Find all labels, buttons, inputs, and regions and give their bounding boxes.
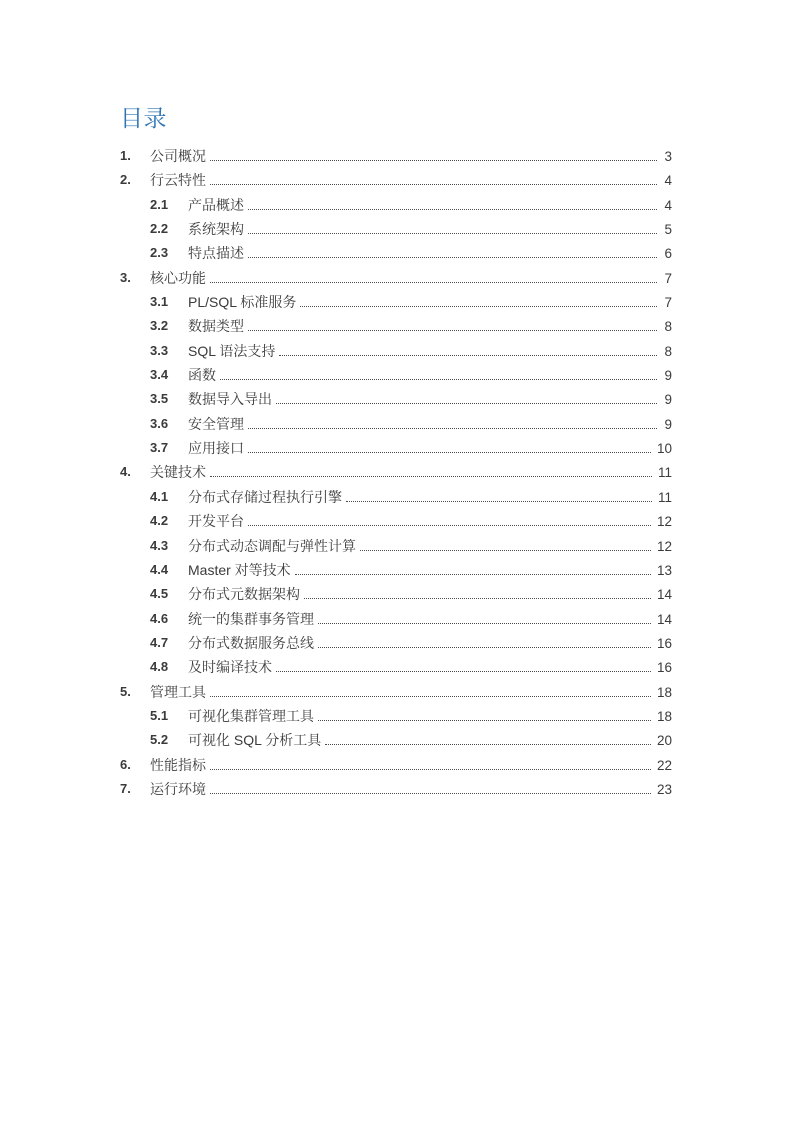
toc-entry[interactable] xyxy=(0,314,793,338)
toc-dot-leader xyxy=(210,159,657,161)
toc-dot-leader xyxy=(248,208,657,210)
toc-entry-title: 分布式动态调配与弹性计算 xyxy=(188,537,356,554)
toc-entry-number: 4.8 xyxy=(150,659,169,675)
toc-entry-row xyxy=(188,704,672,729)
toc-entry-number: 3.1 xyxy=(150,294,169,310)
toc-entry-number: 4.6 xyxy=(150,610,169,626)
toc-entry-title: 核心功能 xyxy=(150,269,206,286)
toc-entry[interactable] xyxy=(0,363,793,387)
toc-dot-leader xyxy=(318,719,651,721)
toc-entry-number: 3.3 xyxy=(150,342,169,358)
toc-entry[interactable] xyxy=(0,777,793,801)
toc-entry-title: 开发平台 xyxy=(188,513,244,530)
toc-entry-number: 2. xyxy=(120,172,131,188)
toc-entry-page-number: 22 xyxy=(656,757,672,773)
toc-entry[interactable] xyxy=(0,631,793,655)
toc-entry-row xyxy=(150,753,672,778)
toc-entry-page-number: 12 xyxy=(656,538,672,554)
toc-entry-title: 行云特性 xyxy=(150,172,206,189)
toc-dot-leader xyxy=(360,549,651,551)
toc-entry[interactable] xyxy=(0,266,793,290)
toc-entry-number: 3.5 xyxy=(150,391,169,407)
toc-entry-number: 4.1 xyxy=(150,488,169,504)
toc-entry-number: 7. xyxy=(120,780,131,796)
toc-entry-page-number: 18 xyxy=(656,708,672,724)
toc-entry-title: PL/SQL 标准服务 xyxy=(188,294,297,311)
toc-entry[interactable] xyxy=(0,704,793,728)
toc-entry-title: 可视化 SQL 分析工具 xyxy=(188,732,322,749)
toc-dot-leader xyxy=(295,573,651,575)
toc-entry[interactable] xyxy=(0,412,793,436)
toc-entry-row xyxy=(150,266,672,291)
toc-entry-page-number: 9 xyxy=(664,416,672,432)
toc-entry-number: 6. xyxy=(120,756,131,772)
toc-entry-row xyxy=(188,339,672,364)
toc-entry[interactable] xyxy=(0,241,793,265)
toc-entry-title: 及时编译技术 xyxy=(188,659,272,676)
table-of-contents xyxy=(0,144,793,801)
toc-entry-title: 函数 xyxy=(188,367,216,384)
toc-entry[interactable] xyxy=(0,460,793,484)
toc-entry-page-number: 16 xyxy=(656,635,672,651)
toc-entry-title: 分布式数据服务总线 xyxy=(188,634,314,651)
toc-entry-row xyxy=(188,193,672,218)
toc-entry-page-number: 9 xyxy=(664,392,672,408)
toc-entry-title: 关键技术 xyxy=(150,464,206,481)
toc-dot-leader xyxy=(279,354,657,356)
toc-dot-leader xyxy=(248,524,651,526)
toc-entry-row xyxy=(188,290,672,315)
toc-entry-number: 3.4 xyxy=(150,367,169,383)
toc-entry-page-number: 11 xyxy=(657,489,672,505)
toc-entry-number: 5.1 xyxy=(150,707,169,723)
toc-entry-row xyxy=(188,582,672,607)
toc-entry-page-number: 4 xyxy=(664,197,672,213)
toc-entry[interactable] xyxy=(0,193,793,217)
toc-dot-leader xyxy=(346,500,652,502)
toc-entry[interactable] xyxy=(0,168,793,192)
toc-entry-number: 3.6 xyxy=(150,415,169,431)
toc-entry-title: 数据类型 xyxy=(188,318,244,335)
toc-entry-page-number: 6 xyxy=(664,246,672,262)
toc-entry-page-number: 18 xyxy=(656,684,672,700)
toc-entry-row xyxy=(188,412,672,437)
toc-entry-row xyxy=(188,655,672,680)
toc-entry-row xyxy=(188,509,672,534)
toc-entry-page-number: 8 xyxy=(664,343,672,359)
toc-dot-leader xyxy=(248,427,657,429)
toc-entry-number: 5.2 xyxy=(150,732,169,748)
toc-entry-title: 公司概况 xyxy=(150,148,206,164)
toc-entry-row xyxy=(150,680,672,705)
toc-entry-row xyxy=(150,168,672,193)
toc-entry-row xyxy=(188,607,672,632)
toc-entry-number: 1. xyxy=(120,148,131,163)
toc-entry-page-number: 5 xyxy=(664,222,672,238)
toc-dot-leader xyxy=(210,768,651,770)
toc-dot-leader xyxy=(248,329,657,331)
toc-entry[interactable] xyxy=(0,436,793,460)
toc-dot-leader xyxy=(210,695,651,697)
toc-entry-title: Master 对等技术 xyxy=(188,561,291,578)
toc-dot-leader xyxy=(304,597,651,599)
toc-entry-row xyxy=(188,728,672,753)
toc-entry-number: 4.2 xyxy=(150,513,169,529)
toc-entry-number: 3.2 xyxy=(150,318,169,334)
toc-entry-title: 安全管理 xyxy=(188,415,244,432)
toc-dot-leader xyxy=(220,378,657,380)
toc-entry-number: 2.1 xyxy=(150,196,169,212)
toc-entry-row xyxy=(188,241,672,266)
toc-entry[interactable] xyxy=(0,582,793,606)
toc-entry-row xyxy=(188,363,672,388)
toc-entry-row xyxy=(188,314,672,339)
toc-entry-page-number: 7 xyxy=(664,295,672,311)
toc-entry[interactable] xyxy=(0,217,793,241)
toc-entry-number: 2.2 xyxy=(150,221,169,237)
toc-entry[interactable] xyxy=(0,485,793,509)
toc-entry-title: 管理工具 xyxy=(150,683,206,700)
toc-entry-title: 数据导入导出 xyxy=(188,391,272,408)
toc-entry-number: 4. xyxy=(120,464,131,480)
toc-dot-leader xyxy=(318,646,651,648)
toc-dot-leader xyxy=(325,743,651,745)
toc-entry-page-number: 7 xyxy=(664,270,672,286)
toc-entry[interactable] xyxy=(0,655,793,679)
toc-entry-row xyxy=(188,217,672,242)
toc-entry-page-number: 16 xyxy=(656,660,672,676)
toc-entry-title: 系统架构 xyxy=(188,221,244,238)
toc-entry[interactable] xyxy=(0,753,793,777)
toc-entry-number: 2.3 xyxy=(150,245,169,261)
toc-entry-page-number: 13 xyxy=(656,562,672,578)
toc-dot-leader xyxy=(248,256,657,258)
toc-entry-title: 特点描述 xyxy=(188,245,244,262)
toc-entry-number: 4.5 xyxy=(150,586,169,602)
toc-entry-title: SQL 语法支持 xyxy=(188,342,276,359)
toc-entry-row xyxy=(188,436,672,461)
toc-entry[interactable] xyxy=(0,339,793,363)
toc-entry-page-number: 14 xyxy=(656,611,672,627)
toc-entry[interactable] xyxy=(0,534,793,558)
toc-entry-title: 可视化集群管理工具 xyxy=(188,707,314,724)
toc-entry-page-number: 11 xyxy=(657,465,672,481)
toc-entry-title: 产品概述 xyxy=(188,196,244,213)
toc-entry-title: 应用接口 xyxy=(188,440,244,457)
toc-dot-leader xyxy=(210,281,657,283)
toc-entry[interactable] xyxy=(0,387,793,411)
toc-entry-page-number: 12 xyxy=(656,514,672,530)
toc-dot-leader xyxy=(300,305,657,307)
toc-entry-row xyxy=(188,631,672,656)
toc-entry-number: 4.4 xyxy=(150,561,169,577)
toc-entry-row xyxy=(188,485,672,510)
toc-dot-leader xyxy=(318,622,651,624)
toc-dot-leader xyxy=(248,232,657,234)
toc-dot-leader xyxy=(276,402,657,404)
toc-entry[interactable] xyxy=(0,607,793,631)
toc-entry-number: 3. xyxy=(120,269,131,285)
toc-entry-title: 分布式存储过程执行引擎 xyxy=(188,488,342,505)
toc-entry[interactable] xyxy=(0,144,793,168)
toc-entry-page-number: 23 xyxy=(656,781,672,797)
toc-entry[interactable] xyxy=(0,509,793,533)
toc-entry-row xyxy=(150,144,672,169)
toc-entry-row xyxy=(188,558,672,583)
toc-entry-row xyxy=(150,777,672,802)
toc-dot-leader xyxy=(248,451,651,453)
page-title: 目录 xyxy=(120,105,167,131)
toc-dot-leader xyxy=(210,792,651,794)
toc-entry[interactable] xyxy=(0,290,793,314)
toc-entry-page-number: 14 xyxy=(656,587,672,603)
toc-dot-leader xyxy=(210,475,652,477)
toc-entry-title: 运行环境 xyxy=(150,780,206,797)
toc-entry-page-number: 9 xyxy=(664,368,672,384)
toc-entry-page-number: 4 xyxy=(664,173,672,189)
toc-entry[interactable] xyxy=(0,558,793,582)
toc-entry-page-number: 20 xyxy=(656,733,672,749)
toc-entry-number: 4.3 xyxy=(150,537,169,553)
toc-entry-number: 3.7 xyxy=(150,440,169,456)
toc-entry-page-number: 10 xyxy=(656,441,672,457)
toc-entry-title: 统一的集群事务管理 xyxy=(188,610,314,627)
toc-entry-row xyxy=(188,387,672,412)
toc-entry-page-number: 8 xyxy=(664,319,672,335)
toc-entry-row xyxy=(188,534,672,559)
toc-entry[interactable] xyxy=(0,680,793,704)
toc-entry-number: 5. xyxy=(120,683,131,699)
toc-entry-number: 4.7 xyxy=(150,634,169,650)
toc-dot-leader xyxy=(276,670,651,672)
toc-entry-page-number: 3 xyxy=(664,149,672,164)
toc-entry-title: 性能指标 xyxy=(150,756,206,773)
toc-entry-row xyxy=(150,460,672,485)
toc-entry[interactable] xyxy=(0,728,793,752)
toc-entry-title: 分布式元数据架构 xyxy=(188,586,300,603)
toc-dot-leader xyxy=(210,183,657,185)
